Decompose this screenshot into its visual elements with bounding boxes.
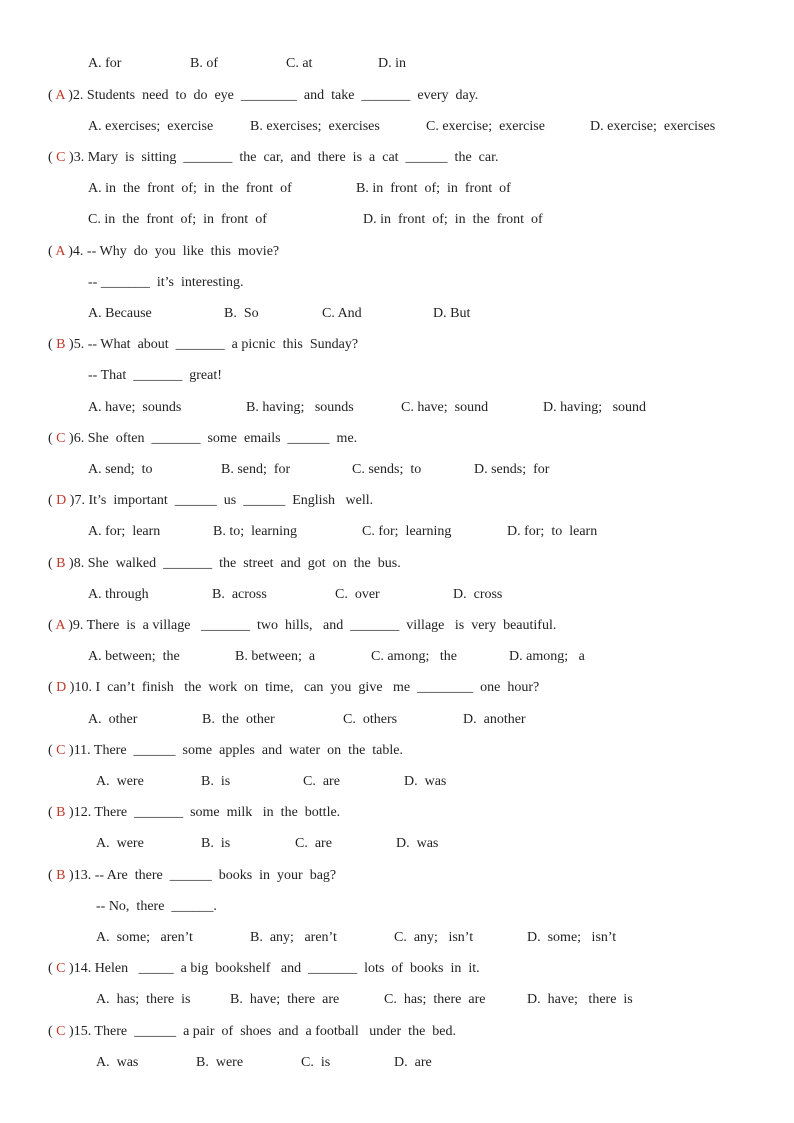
option-text: B. is (201, 774, 231, 789)
answer-letter: A (55, 244, 65, 259)
option-text: A. for; learn (88, 524, 161, 539)
question-text: 10. I can’t finish the work on time, can you give me ________ one hour? (74, 680, 540, 695)
option-text: D. But (433, 306, 471, 321)
question-text: 15. There ______ a pair of shoes and a football under the bed. (73, 1024, 456, 1039)
question-text: 6. She often _______ some emails ______ me. (73, 431, 358, 446)
answer-bracket-close: ) (65, 150, 74, 165)
question-line (48, 555, 401, 573)
option-text: B. having; sounds (246, 400, 354, 415)
option-text: B. have; there are (230, 992, 340, 1007)
option-text: A. were (96, 836, 144, 851)
question-text: 14. Helen _____ a big bookshelf and _______ lots of books in it. (73, 961, 480, 976)
answer-bracket-close: ) (65, 337, 74, 352)
question-line (48, 960, 480, 978)
option-text: B. is (201, 836, 231, 851)
option-text: -- That _______ great! (88, 368, 222, 383)
option-text: A. have; sounds (88, 400, 182, 415)
option-text: C. among; the (371, 649, 457, 664)
answer-letter: D (56, 493, 67, 508)
question-text: 11. There ______ some apples and water on the table. (73, 743, 403, 758)
question-text: 5. -- What about _______ a picnic this Sunday? (73, 337, 359, 352)
answer-bracket-open: ( (48, 961, 57, 976)
answer-letter: C (56, 150, 66, 165)
answer-bracket-close: ) (64, 244, 73, 259)
answer-bracket-open: ( (48, 88, 56, 103)
option-text: A. some; aren’t (96, 930, 193, 945)
option-text: A. Because (88, 306, 152, 321)
question-text: 3. Mary is sitting _______ the car, and there is a cat ______ the car. (73, 150, 499, 165)
question-line (48, 804, 340, 822)
option-text: C. for; learning (362, 524, 452, 539)
option-text: C. sends; to (352, 462, 422, 477)
option-text: A. was (96, 1055, 139, 1070)
question-line (48, 679, 539, 697)
option-text: D. was (404, 774, 447, 789)
question-text: 13. -- Are there ______ books in your bag? (73, 868, 337, 883)
answer-letter: A (55, 618, 65, 633)
answer-bracket-close: ) (65, 556, 74, 571)
option-text: B. of (190, 56, 218, 71)
option-text: D. in (378, 56, 406, 71)
option-text: B. any; aren’t (250, 930, 337, 945)
option-text: C. is (301, 1055, 331, 1070)
answer-bracket-open: ( (48, 493, 57, 508)
option-text: C. in the front of; in front of (88, 212, 267, 227)
answer-bracket-open: ( (48, 337, 57, 352)
option-text: C. have; sound (401, 400, 489, 415)
option-text: C. others (343, 712, 398, 727)
answer-bracket-open: ( (48, 1024, 57, 1039)
answer-bracket-open: ( (48, 868, 57, 883)
option-text: A. were (96, 774, 144, 789)
answer-bracket-open: ( (48, 618, 56, 633)
option-text: B. the other (202, 712, 275, 727)
answer-bracket-open: ( (48, 150, 57, 165)
answer-letter: C (56, 1024, 66, 1039)
option-text: D. for; to learn (507, 524, 598, 539)
option-text: B. exercises; exercises (250, 119, 380, 134)
answer-letter: C (56, 431, 66, 446)
option-text: C. has; there are (384, 992, 486, 1007)
answer-letter: B (56, 337, 66, 352)
question-text: 7. It’s important ______ us ______ English well. (74, 493, 374, 508)
question-text: 8. She walked _______ the street and got on the bus. (73, 556, 401, 571)
answer-letter: D (56, 680, 67, 695)
answer-bracket-close: ) (65, 805, 74, 820)
option-text: B. So (224, 306, 259, 321)
answer-bracket-close: ) (65, 743, 74, 758)
answer-bracket-open: ( (48, 680, 57, 695)
option-text: -- _______ it’s interesting. (88, 275, 244, 290)
option-text: -- No, there ______. (96, 899, 217, 914)
option-text: D. some; isn’t (527, 930, 617, 945)
option-text: D. cross (453, 587, 503, 602)
option-text: A. has; there is (96, 992, 191, 1007)
question-line (48, 1023, 456, 1041)
option-text: D. in front of; in the front of (363, 212, 543, 227)
option-text: D. are (394, 1055, 432, 1070)
option-text: D. another (463, 712, 526, 727)
option-text: D. exercise; exercises (590, 119, 716, 134)
option-text: A. other (88, 712, 138, 727)
option-text: B. in front of; in front of (356, 181, 511, 196)
answer-letter: A (55, 88, 65, 103)
answer-bracket-close: ) (66, 493, 75, 508)
question-line (48, 243, 279, 261)
answer-bracket-close: ) (66, 680, 75, 695)
question-line (48, 87, 478, 105)
answer-bracket-open: ( (48, 431, 57, 446)
option-text: C. at (286, 56, 313, 71)
answer-bracket-open: ( (48, 743, 57, 758)
answer-letter: B (56, 556, 66, 571)
option-text: C. over (335, 587, 380, 602)
option-text: D. was (396, 836, 439, 851)
answer-bracket-close: ) (65, 1024, 74, 1039)
question-line (48, 149, 498, 167)
answer-bracket-close: ) (65, 868, 74, 883)
answer-bracket-close: ) (65, 431, 74, 446)
answer-bracket-open: ( (48, 805, 57, 820)
option-text: A. through (88, 587, 149, 602)
option-text: A. for (88, 56, 122, 71)
option-text: A. exercises; exercise (88, 119, 214, 134)
answer-bracket-open: ( (48, 556, 57, 571)
question-line (48, 742, 403, 760)
question-line (48, 336, 358, 354)
option-text: C. are (303, 774, 340, 789)
option-text: D. sends; for (474, 462, 550, 477)
option-text: A. between; the (88, 649, 180, 664)
option-text: C. are (295, 836, 332, 851)
answer-letter: C (56, 743, 66, 758)
option-text: A. in the front of; in the front of (88, 181, 292, 196)
option-text: C. any; isn’t (394, 930, 474, 945)
answer-letter: B (56, 805, 66, 820)
answer-letter: C (56, 961, 66, 976)
option-text: B. to; learning (213, 524, 297, 539)
option-text: B. were (196, 1055, 244, 1070)
question-text: 9. There is a village _______ two hills, and _______ village is very beautiful. (72, 618, 557, 633)
option-text: B. across (212, 587, 267, 602)
option-text: D. have; there is (527, 992, 633, 1007)
answer-bracket-close: ) (65, 961, 74, 976)
option-text: C. And (322, 306, 362, 321)
question-text: 12. There _______ some milk in the bottle. (73, 805, 341, 820)
answer-bracket-close: ) (64, 88, 73, 103)
answer-bracket-open: ( (48, 244, 56, 259)
option-text: B. send; for (221, 462, 291, 477)
option-text: A. send; to (88, 462, 153, 477)
option-text: B. between; a (235, 649, 316, 664)
option-text: C. exercise; exercise (426, 119, 545, 134)
question-line (48, 430, 357, 448)
question-line (48, 617, 556, 635)
option-text: D. among; a (509, 649, 585, 664)
answer-bracket-close: ) (64, 618, 73, 633)
question-text: 2. Students need to do eye ________ and take _______ every day. (72, 88, 479, 103)
answer-letter: B (56, 868, 66, 883)
option-text: D. having; sound (543, 400, 647, 415)
question-line (48, 492, 373, 510)
question-text: 4. -- Why do you like this movie? (72, 244, 280, 259)
question-line (48, 867, 336, 885)
